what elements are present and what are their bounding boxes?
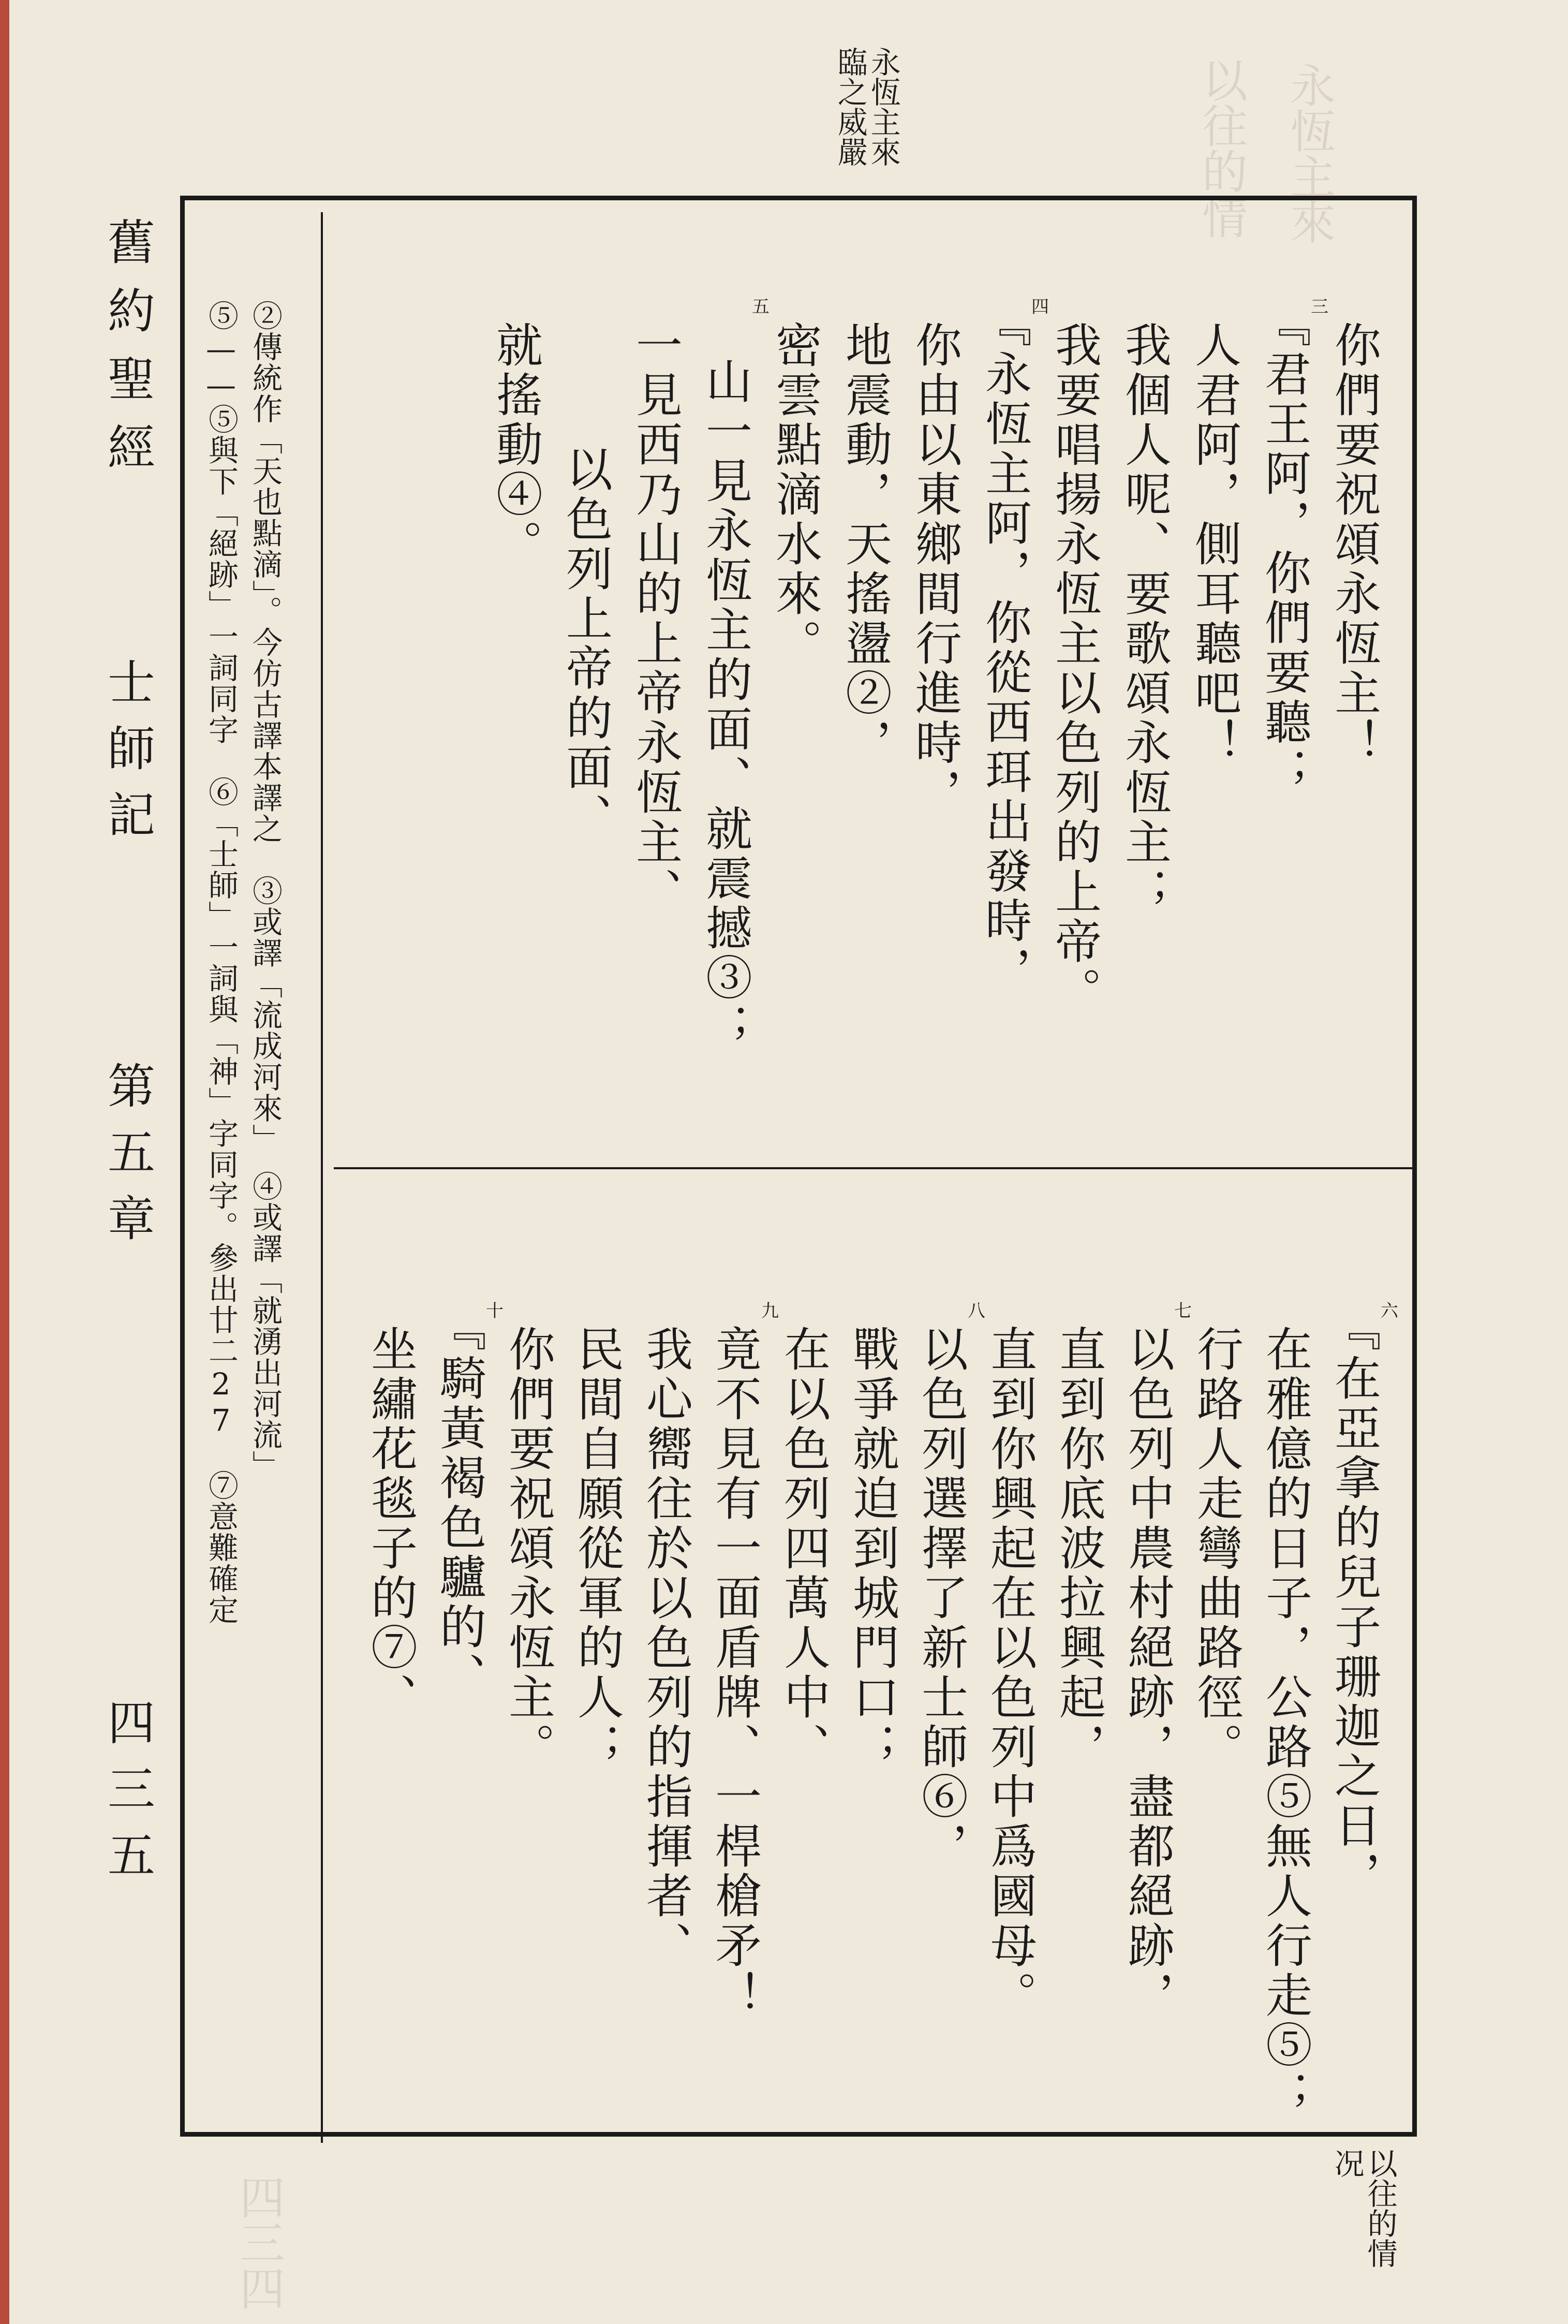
verse-column: 密雲點滴水來。	[767, 321, 822, 669]
verse-column: 『君王阿，你們要聽；	[1256, 300, 1311, 797]
verse-column: 行路人走彎曲路徑。	[1189, 1325, 1243, 1772]
verse-number: 五	[752, 297, 770, 317]
footnote-line-1: ②傳統作「天也點滴」。今仿古譯本譯之 ③或譯「流成河來」 ④或譯「就湧出河流」	[247, 300, 283, 1481]
verse-column: 我要唱揚永恆主以色列的上帝。	[1047, 321, 1101, 1017]
verse-column: 你們要祝頌永恆主！	[1326, 321, 1381, 768]
footnote-line-2: ⑤——⑤與下「絕跡」一詞同字 ⑥「士師」一詞與「神」字同字。參出廿二27 ⑦意難確定	[203, 300, 239, 1625]
verse-number: 九	[761, 1301, 779, 1321]
verse-column: 在以色列四萬人中、	[776, 1325, 830, 1772]
section-divider	[334, 1167, 1413, 1169]
verse-column: 在雅億的日子，公路⑤無人行走⑤；	[1258, 1325, 1312, 2120]
verse-column: 『在亞拿的兒子珊迦之日，	[1326, 1304, 1381, 1901]
verse-column: 以色列選擇了新士師⑥，	[913, 1325, 968, 1872]
verse-number: 四	[1031, 297, 1049, 317]
verse-column: 『永恆主阿，你從西珥出發時，	[977, 300, 1031, 996]
verse-column: 直到你底波拉興起，	[1051, 1325, 1105, 1772]
verse-column: 一見西乃山的上帝永恆主、	[628, 321, 682, 917]
verse-column: 地震動，天搖盪②，	[837, 321, 892, 768]
page-edge	[0, 0, 9, 2324]
verse-number: 七	[1174, 1301, 1192, 1321]
marginal-note-top: 永恆主來 臨之威嚴	[832, 47, 901, 167]
bleed-through: 以往的情	[1195, 57, 1248, 239]
verse-column: 我心嚮往於以色列的指揮者、	[638, 1325, 692, 1971]
verse-number: 十	[486, 1301, 504, 1321]
verse-number: 六	[1381, 1301, 1398, 1321]
bleed-through: 永恆主來	[1283, 62, 1336, 244]
verse-column: 我個人呢、要歌頌永恆主；	[1117, 321, 1171, 917]
verse-number: 三	[1311, 297, 1328, 317]
verse-column: 『騎黃褐色驢的、	[432, 1304, 486, 1702]
bleed-through: 四三四	[232, 2174, 286, 2311]
verse-column: 人君阿，側耳聽吧！	[1187, 321, 1241, 768]
verse-column: 竟不見有一面盾牌、一桿槍矛！	[707, 1325, 761, 2021]
verse-column: 你們要祝頌永恆主。	[500, 1325, 555, 1772]
chapter-label: 第五章	[100, 1061, 155, 1260]
verse-column: 民間自願從軍的人；	[569, 1325, 624, 1772]
verse-number: 八	[968, 1301, 985, 1321]
verse-column: 你由以東鄉間行進時，	[907, 321, 961, 818]
verse-column: 以色列上帝的面、	[558, 445, 612, 843]
footnote-rule	[321, 212, 323, 2143]
book-title: 舊約聖經	[100, 217, 155, 491]
verse-column: 就搖動④。	[488, 321, 542, 569]
verse-column: 戰爭就迫到城門口；	[845, 1325, 899, 1772]
marginal-note-bottom: 以往的情 况	[1329, 2148, 1398, 2268]
book-name: 士師記	[100, 657, 155, 856]
verse-column: 以色列中農村絕跡，盡都絕跡，	[1120, 1325, 1174, 2021]
verse-column: 山一見永恆主的面、就震撼③；	[698, 357, 752, 1053]
verse-column: 坐繡花毯子的⑦、	[363, 1325, 417, 1723]
verse-column: 直到你興起在以色列中爲國母。	[982, 1325, 1037, 2021]
page-number: 四三五	[100, 1698, 155, 1896]
